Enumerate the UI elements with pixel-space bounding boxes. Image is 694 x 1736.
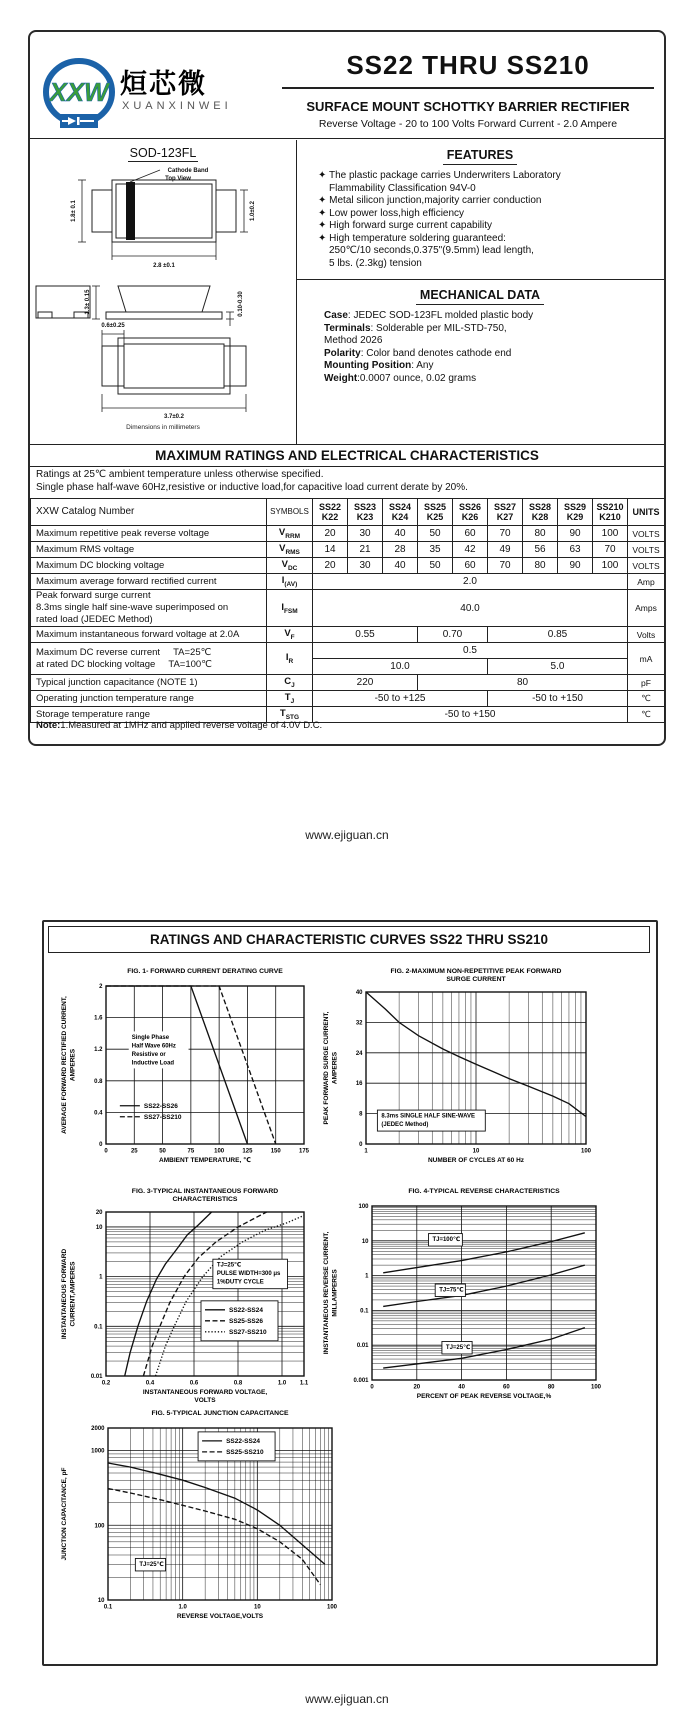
- table-cell: -50 to +150: [488, 691, 628, 707]
- feature-item-line: 5 lbs. (2.3kg) tension: [329, 257, 422, 269]
- feature-item-line: ✦ High temperature soldering guaranteed:: [318, 232, 506, 244]
- table-cell: 70: [488, 526, 523, 542]
- chart-forward-characteristics: [58, 1184, 314, 1415]
- package-footnote: Dimensions in millimeters: [126, 424, 200, 431]
- svg-text:FIG. 5-TYPICAL JUNCTION CAPACI: FIG. 5-TYPICAL JUNCTION CAPACITANCE: [151, 1410, 289, 1417]
- svg-text:0: 0: [99, 1142, 103, 1148]
- svg-text:60: 60: [503, 1384, 510, 1391]
- svg-text:175: 175: [298, 1148, 310, 1155]
- table-cell: 20: [313, 526, 348, 542]
- svg-text:TJ=25℃: TJ=25℃: [139, 1561, 164, 1568]
- table-cell: 80: [418, 675, 628, 691]
- table-cell: 80: [523, 526, 558, 542]
- svg-text:AMPERES: AMPERES: [69, 1048, 77, 1082]
- table-cell: $V_F$: [267, 627, 313, 643]
- svg-text:0.1: 0.1: [360, 1308, 369, 1315]
- table-cell: 10.0: [313, 659, 488, 675]
- svg-text:0.8: 0.8: [94, 1078, 103, 1085]
- condition-line: Single phase half-wave 60Hz,resistive or inductive load,for capacitive load current derate by 20%.: [36, 482, 468, 493]
- svg-text:CHARACTERISTICS: CHARACTERISTICS: [172, 1196, 238, 1203]
- table-cell: Amp: [628, 574, 665, 590]
- svg-text:XXW: XXW: [49, 77, 109, 107]
- table-cell: 40: [383, 558, 418, 574]
- table-cell: $T_J$: [267, 691, 313, 707]
- table-cell: 49: [488, 542, 523, 558]
- svg-text:0.10-0.30: 0.10-0.30: [238, 291, 244, 317]
- table-header-cell: UNITS: [628, 499, 665, 526]
- svg-text:PEAK FORWARD SURGE CURRENT,: PEAK FORWARD SURGE CURRENT,: [323, 1011, 330, 1125]
- svg-text:PERCENT OF PEAK REVERSE VOLTAG: PERCENT OF PEAK REVERSE VOLTAGE,%: [416, 1393, 552, 1400]
- svg-text:1000: 1000: [91, 1448, 105, 1455]
- svg-text:0.01: 0.01: [356, 1343, 369, 1350]
- svg-text:25: 25: [130, 1148, 138, 1155]
- table-cell: $T_{STG}$: [267, 707, 313, 723]
- header-divider: [30, 138, 664, 139]
- svg-text:80: 80: [547, 1384, 555, 1391]
- table-cell: $V_{DC}$: [267, 558, 313, 574]
- svg-text:100: 100: [214, 1148, 225, 1155]
- ratings-conditions: [36, 468, 656, 494]
- svg-text:1.2: 1.2: [94, 1047, 103, 1054]
- svg-text:100: 100: [94, 1523, 105, 1530]
- table-cell: 50: [418, 558, 453, 574]
- svg-text:AVERAGE FORWARD RECTIFIED CURR: AVERAGE FORWARD RECTIFIED CURRENT,: [61, 996, 68, 1134]
- svg-text:10: 10: [361, 1238, 369, 1245]
- svg-text:Single Phase: Single Phase: [131, 1034, 170, 1041]
- table-header-cell: SS23 K23: [348, 499, 383, 526]
- svg-text:0: 0: [359, 1142, 363, 1148]
- svg-text:SS25-SS26: SS25-SS26: [229, 1318, 263, 1326]
- feature-item-line: ✦ Metal silicon junction,majority carrier conduction: [318, 195, 542, 206]
- table-cell: 30: [348, 558, 383, 574]
- table-row: [31, 627, 665, 643]
- svg-text:1: 1: [99, 1274, 103, 1281]
- table-header-cell: SS210 K210: [593, 499, 628, 526]
- note-label: Note:: [36, 720, 61, 731]
- svg-text:1.0: 1.0: [178, 1604, 187, 1611]
- feature-item-line: ✦ The plastic package carries Underwriters Laboratory: [318, 170, 561, 181]
- table-cell: Maximum instantaneous forward voltage at 2.0A: [31, 627, 267, 643]
- svg-text:1.8± 0.1: 1.8± 0.1: [71, 200, 77, 222]
- table-cell: 80: [523, 558, 558, 574]
- svg-text:INSTANTANEOUS REVERSE CURRENT,: INSTANTANEOUS REVERSE CURRENT,: [323, 1231, 330, 1355]
- svg-text:FIG. 2-MAXIMUM NON-REPETITIVE: FIG. 2-MAXIMUM NON-REPETITIVE PEAK FORWARD: [390, 968, 562, 975]
- brand-name-cn: 烜芯微: [120, 69, 207, 99]
- table-cell: $V_{RMS}$: [267, 542, 313, 558]
- table-cell: 0.55: [313, 627, 418, 643]
- mechanical-item: Case: JEDEC SOD-123FL molded plastic body: [324, 310, 534, 321]
- table-row: [31, 691, 665, 707]
- svg-text:NUMBER OF CYCLES AT 60 Hz: NUMBER OF CYCLES AT 60 Hz: [427, 1157, 525, 1164]
- table-cell: 40.0: [313, 590, 628, 627]
- mechanical-heading: MECHANICAL DATA: [296, 288, 664, 302]
- svg-text:SS22-SS24: SS22-SS24: [229, 1307, 263, 1315]
- svg-text:CURRENT,AMPERES: CURRENT,AMPERES: [69, 1261, 77, 1327]
- table-cell: ℃: [628, 691, 665, 707]
- table-cell: 220: [313, 675, 418, 691]
- table-cell: Maximum DC reverse current TA=25℃ at rated DC blocking voltage TA=100℃: [31, 643, 267, 675]
- features-heading: FEATURES: [296, 148, 664, 162]
- package-outline-drawing: [30, 164, 296, 422]
- svg-text:TJ=25℃: TJ=25℃: [445, 1344, 471, 1351]
- mechanical-item: Terminals: Solderable per MIL-STD-750,: [324, 322, 507, 334]
- svg-text:2: 2: [99, 984, 103, 990]
- features-mechanical-section: [296, 140, 664, 444]
- table-header-cell: SS24 K24: [383, 499, 418, 526]
- svg-text:TJ=100℃: TJ=100℃: [432, 1237, 461, 1244]
- doc-ratings-line: Reverse Voltage - 20 to 100 Volts Forward Current - 2.0 Ampere: [318, 118, 618, 130]
- chart-junction-capacitance: [58, 1406, 344, 1635]
- table-row: [31, 675, 665, 691]
- svg-text:1%DUTY CYCLE: 1%DUTY CYCLE: [216, 1279, 264, 1286]
- table-cell: $I_{FSM}$: [267, 590, 313, 627]
- svg-text:0.01: 0.01: [90, 1374, 103, 1380]
- table-cell: $C_J$: [267, 675, 313, 691]
- svg-text:PULSE WIDTH=300 μs: PULSE WIDTH=300 μs: [216, 1271, 281, 1278]
- table-cell: 60: [453, 558, 488, 574]
- svg-text:50: 50: [159, 1148, 166, 1155]
- chart-svg-fig4: [320, 1184, 610, 1410]
- svg-text:SURGE CURRENT: SURGE CURRENT: [446, 976, 506, 983]
- svg-text:TJ=75℃: TJ=75℃: [439, 1287, 464, 1294]
- doc-header: [282, 50, 654, 130]
- table-cell: 70: [593, 542, 628, 558]
- svg-text:100: 100: [358, 1204, 369, 1210]
- svg-text:1.0±0.2: 1.0±0.2: [250, 201, 256, 221]
- table-cell: 0.70: [418, 627, 488, 643]
- svg-text:SS27-SS210: SS27-SS210: [143, 1113, 182, 1121]
- table-cell: $I_{(AV)}$: [267, 574, 313, 590]
- mechanical-divider: [296, 279, 664, 280]
- table-header-cell: SS22 K22: [313, 499, 348, 526]
- svg-text:MILLAMPERES: MILLAMPERES: [331, 1269, 339, 1317]
- svg-text:SS25-SS210: SS25-SS210: [226, 1449, 264, 1457]
- svg-text:SS27-SS210: SS27-SS210: [229, 1329, 267, 1337]
- svg-text:40: 40: [458, 1384, 465, 1391]
- mechanical-item: Polarity: Color band denotes cathode end: [324, 347, 512, 359]
- svg-text:0.2: 0.2: [101, 1380, 111, 1387]
- table-row: [31, 590, 665, 627]
- condition-line: Ratings at 25℃ ambient temperature unless otherwise specified.: [36, 469, 324, 480]
- table-row: [31, 542, 665, 558]
- datasheet-page-1: [28, 30, 666, 746]
- table-cell: 0.85: [488, 627, 628, 643]
- table-cell: 56: [523, 542, 558, 558]
- package-name: SOD-123FL: [129, 146, 197, 160]
- table-cell: 90: [558, 558, 593, 574]
- table-header-cell: XXW Catalog Number: [31, 499, 267, 526]
- chart-svg-fig3: [58, 1184, 314, 1410]
- svg-text:1: 1: [364, 1148, 368, 1155]
- ratings-table-wrap: [30, 498, 664, 723]
- table-cell: pF: [628, 675, 665, 691]
- table-cell: 0.5: [313, 643, 628, 659]
- table-cell: Storage temperature range: [31, 707, 267, 723]
- table-cell: 50: [418, 526, 453, 542]
- svg-text:8.3ms SINGLE HALF SINE-WAVE: 8.3ms SINGLE HALF SINE-WAVE: [381, 1113, 475, 1120]
- table-cell: 63: [558, 542, 593, 558]
- svg-text:AMPERES: AMPERES: [331, 1051, 339, 1085]
- curves-title: RATINGS AND CHARACTERISTIC CURVES SS22 THRU SS210: [48, 926, 650, 953]
- svg-text:0.4: 0.4: [94, 1110, 103, 1117]
- table-cell: 40: [383, 526, 418, 542]
- chart-svg-fig1: [58, 964, 314, 1170]
- chart-forward-current-derating: [58, 964, 314, 1175]
- svg-text:125: 125: [242, 1148, 253, 1155]
- svg-text:1.1: 1.1: [299, 1380, 309, 1387]
- table-cell: 30: [348, 526, 383, 542]
- table-cell: Maximum RMS voltage: [31, 542, 267, 558]
- feature-item-line: ✦ Low power loss,high efficiency: [318, 207, 465, 219]
- svg-text:150: 150: [270, 1148, 281, 1155]
- svg-text:24: 24: [355, 1050, 363, 1057]
- svg-text:32: 32: [355, 1020, 363, 1027]
- table-cell: VOLTS: [628, 526, 665, 542]
- feature-item-line: Flammability Classification 94V-0: [329, 182, 476, 194]
- table-cell: 14: [313, 542, 348, 558]
- svg-text:1.6: 1.6: [94, 1015, 103, 1022]
- svg-text:100: 100: [590, 1384, 602, 1391]
- svg-text:100: 100: [580, 1148, 592, 1155]
- svg-text:0.6±0.25: 0.6±0.25: [101, 323, 125, 329]
- svg-text:Half Wave 60Hz: Half Wave 60Hz: [131, 1043, 176, 1050]
- svg-text:20: 20: [413, 1384, 421, 1391]
- footer-url-bottom: www.ejiguan.cn: [305, 1692, 389, 1706]
- table-cell: Maximum repetitive peak reverse voltage: [31, 526, 267, 542]
- table-row: [31, 526, 665, 542]
- table-cell: $V_{RRM}$: [267, 526, 313, 542]
- table-cell: Operating junction temperature range: [31, 691, 267, 707]
- svg-text:AMBIENT TEMPERATURE, ℃: AMBIENT TEMPERATURE, ℃: [159, 1157, 251, 1164]
- doc-subtitle: SURFACE MOUNT SCHOTTKY BARRIER RECTIFIER: [306, 99, 630, 114]
- table-cell: Typical junction capacitance (NOTE 1): [31, 675, 267, 691]
- table-cell: ℃: [628, 707, 665, 723]
- svg-text:10: 10: [472, 1148, 480, 1155]
- svg-text:1.3± 0.15: 1.3± 0.15: [85, 289, 91, 315]
- brand-logo: [42, 56, 272, 136]
- table-cell: 70: [488, 558, 523, 574]
- table-cell: 2.0: [313, 574, 628, 590]
- table-cell: VOLTS: [628, 558, 665, 574]
- table-cell: mA: [628, 643, 665, 675]
- table-cell: 60: [453, 526, 488, 542]
- svg-text:0.4: 0.4: [145, 1380, 155, 1387]
- doc-title: SS22 THRU SS210: [282, 50, 654, 89]
- mechanical-list: [324, 310, 654, 385]
- table-cell: 90: [558, 526, 593, 542]
- svg-text:0.001: 0.001: [353, 1378, 369, 1384]
- svg-text:FIG. 3-TYPICAL INSTANTANEOUS F: FIG. 3-TYPICAL INSTANTANEOUS FORWARD: [131, 1188, 279, 1195]
- svg-text:1.0: 1.0: [277, 1380, 287, 1387]
- svg-text:(JEDEC Method): (JEDEC Method): [381, 1122, 429, 1129]
- table-cell: -50 to +125: [313, 691, 488, 707]
- feature-item-line: ✦ High forward surge current capability: [318, 220, 493, 231]
- svg-text:2000: 2000: [91, 1426, 105, 1432]
- svg-text:2.8 ±0.1: 2.8 ±0.1: [153, 263, 175, 269]
- footer-url-mid: www.ejiguan.cn: [305, 828, 389, 842]
- package-drawing-section: [30, 140, 297, 444]
- svg-text:0.1: 0.1: [103, 1604, 113, 1611]
- svg-text:10: 10: [95, 1224, 103, 1231]
- table-row: [31, 574, 665, 590]
- chart-svg-fig2: [320, 964, 598, 1170]
- svg-text:REVERSE VOLTAGE,VOLTS: REVERSE VOLTAGE,VOLTS: [176, 1613, 264, 1620]
- svg-text:Top View: Top View: [165, 176, 191, 182]
- datasheet-page-2: [42, 920, 658, 1666]
- table-cell: 28: [383, 542, 418, 558]
- table-cell: 21: [348, 542, 383, 558]
- svg-text:0.6: 0.6: [189, 1380, 199, 1387]
- svg-text:40: 40: [355, 990, 363, 996]
- svg-text:FIG. 1- FORWARD CURRENT DERATI: FIG. 1- FORWARD CURRENT DERATING CURVE: [127, 968, 283, 975]
- table-cell: $I_R$: [267, 643, 313, 675]
- table-header-row: [31, 499, 665, 526]
- table-cell: VOLTS: [628, 542, 665, 558]
- chart-reverse-characteristics: [320, 1184, 610, 1415]
- svg-text:INSTANTANEOUS FORWARD: INSTANTANEOUS FORWARD: [61, 1248, 68, 1340]
- table-cell: 42: [453, 542, 488, 558]
- feature-item-line: 250℃/10 seconds,0.375"(9.5mm) lead length,: [329, 245, 534, 256]
- table-cell: 35: [418, 542, 453, 558]
- svg-text:16: 16: [355, 1081, 363, 1088]
- table-header-cell: SS27 K27: [488, 499, 523, 526]
- table-header-cell: SS28 K28: [523, 499, 558, 526]
- mechanical-item: Weight:0.0007 ounce, 0.02 grams: [324, 372, 477, 384]
- svg-text:3.7±0.2: 3.7±0.2: [164, 414, 184, 420]
- svg-text:0.1: 0.1: [94, 1324, 103, 1331]
- table-row: [31, 643, 665, 659]
- table-note: [36, 720, 656, 731]
- table-cell: Volts: [628, 627, 665, 643]
- xxw-logo-icon: [42, 56, 118, 134]
- table-cell: 5.0: [488, 659, 628, 675]
- svg-text:TJ=25℃: TJ=25℃: [216, 1262, 242, 1269]
- table-header-cell: SS29 K29: [558, 499, 593, 526]
- table-cell: Peak forward surge current 8.3ms single half sine-wave superimposed on rated load (JEDEC Method): [31, 590, 267, 627]
- table-row: [31, 558, 665, 574]
- table-header-cell: SS25 K25: [418, 499, 453, 526]
- svg-text:Cathode Band: Cathode Band: [167, 168, 209, 174]
- ratings-table: [30, 498, 665, 723]
- svg-text:8: 8: [359, 1111, 363, 1118]
- mechanical-item: Mounting Position: Any: [324, 360, 434, 371]
- table-cell: -50 to +150: [313, 707, 628, 723]
- table-cell: Maximum DC blocking voltage: [31, 558, 267, 574]
- brand-name-en: XUANXINWEI: [122, 100, 232, 112]
- svg-text:SS22-SS24: SS22-SS24: [226, 1438, 261, 1446]
- table-cell: Maximum average forward rectified current: [31, 574, 267, 590]
- table-cell: 100: [593, 558, 628, 574]
- table-cell: Amps: [628, 590, 665, 627]
- svg-text:Inductive Load: Inductive Load: [131, 1060, 175, 1067]
- table-cell: 20: [313, 558, 348, 574]
- svg-text:0: 0: [370, 1384, 374, 1391]
- svg-text:0: 0: [104, 1148, 108, 1155]
- svg-text:SS22-SS26: SS22-SS26: [143, 1102, 178, 1110]
- table-cell: 100: [593, 526, 628, 542]
- svg-text:1: 1: [365, 1273, 369, 1280]
- features-list: [318, 170, 654, 270]
- svg-text:INSTANTANEOUS FORWARD VOLTAGE,: INSTANTANEOUS FORWARD VOLTAGE,: [142, 1389, 268, 1396]
- svg-text:JUNCTION CAPACITANCE, pF: JUNCTION CAPACITANCE, pF: [61, 1467, 68, 1561]
- svg-text:0.8: 0.8: [233, 1380, 243, 1387]
- note-text: 1.Measured at 1MHz and applied reverse voltage of 4.0V D.C.: [60, 720, 323, 731]
- table-header-cell: SS26 K26: [453, 499, 488, 526]
- svg-text:75: 75: [187, 1148, 195, 1155]
- mechanical-item: Method 2026: [324, 335, 383, 346]
- svg-text:10: 10: [253, 1604, 261, 1611]
- svg-text:Resistive or: Resistive or: [131, 1051, 166, 1058]
- svg-text:20: 20: [95, 1210, 103, 1216]
- table-header-cell: SYMBOLS: [267, 499, 313, 526]
- chart-peak-surge-current: [320, 964, 598, 1175]
- ratings-banner: MAXIMUM RATINGS AND ELECTRICAL CHARACTERISTICS: [30, 444, 664, 467]
- svg-text:10: 10: [97, 1598, 105, 1604]
- chart-svg-fig5: [58, 1406, 344, 1630]
- svg-text:100: 100: [326, 1604, 338, 1611]
- svg-text:VOLTS: VOLTS: [194, 1397, 216, 1404]
- svg-text:FIG. 4-TYPICAL REVERSE CHARACT: FIG. 4-TYPICAL REVERSE CHARACTERISTICS: [408, 1188, 560, 1195]
